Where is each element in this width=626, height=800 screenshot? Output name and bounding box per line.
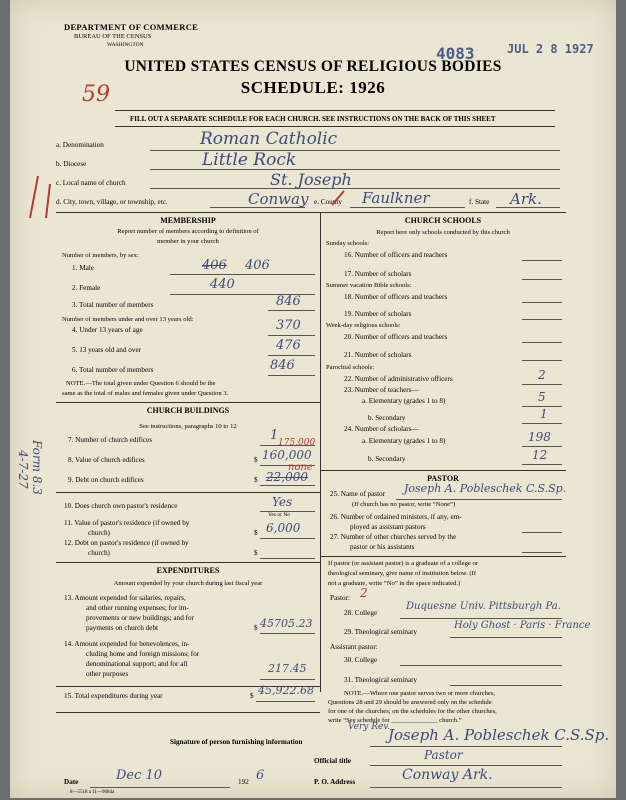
denomination-label: a. Denomination [56, 141, 104, 149]
pastor-note-4: write “See schedule for ______________ church.” [328, 717, 462, 724]
q13-line [260, 633, 315, 634]
q30-label: 30. College [344, 656, 378, 664]
church-name-label: c. Local name of church [56, 179, 126, 187]
membership-intro-2: member in your church [157, 238, 219, 245]
divider [56, 492, 320, 493]
dollar-sign: $ [254, 624, 258, 632]
parochial-schools-label: Parochial schools: [326, 364, 375, 371]
q13-line-1: 13. Amount expended for salaries, repairs, [64, 594, 186, 602]
signature-label: Signature of person furnishing information [170, 738, 303, 746]
q29-label: 29. Theological seminary [344, 628, 418, 636]
q9-line [260, 485, 315, 486]
q24a-label: a. Elementary (grades 1 to 8) [362, 437, 446, 445]
q24b-line [522, 464, 562, 465]
q13-line-4: payments on church debt [86, 624, 159, 632]
city-heading: WASHINGTON [107, 42, 144, 48]
pastor-note-3: for one of the churches; on the schedules for the other churches, [328, 708, 497, 715]
divider [320, 470, 566, 471]
divider [115, 110, 555, 111]
q17-label: 17. Number of scholars [344, 270, 412, 278]
membership-heading: MEMBERSHIP [160, 216, 216, 225]
signature-prefix: Very Rev. [348, 722, 391, 732]
q18-line [522, 302, 562, 303]
q26-line [522, 532, 562, 533]
q7-label: 7. Number of church edifices [68, 436, 153, 444]
schools-heading: CHURCH SCHOOLS [404, 216, 482, 225]
county-line [350, 207, 465, 208]
q8-label: 8. Value of church edifices [68, 456, 145, 464]
q15-line [256, 701, 315, 702]
by-sex-label: Number of members, by sex: [62, 252, 139, 259]
q23-label: 23. Number of teachers— [344, 386, 419, 394]
schedule-title: SCHEDULE: 1926 [240, 78, 386, 97]
q24-label: 24. Number of scholars— [344, 425, 419, 433]
q12-label-2: church) [88, 549, 110, 557]
year-prefix: 192 [238, 778, 249, 786]
membership-intro-1: Report number of members according to definition of [117, 228, 259, 235]
sunday-schools-label: Sunday schools: [326, 240, 370, 247]
q9-struck-value: 22,000 [266, 470, 308, 484]
q24a-line [522, 446, 562, 447]
signature-value: Joseph A. Pobleschek C.S.Sp. [388, 726, 610, 744]
q25-line [396, 499, 562, 500]
form-code: 8—5518 a 11—9084a [70, 790, 115, 795]
q8-alt-value: 175,000 [278, 438, 316, 448]
membership-note-2: same as the total of males and females given under Question 3. [62, 390, 229, 397]
column-divider [320, 212, 321, 692]
q24b-value: 12 [532, 448, 548, 462]
diocese-label: b. Diocese [56, 160, 87, 168]
assistant-sub-label: Assistant pastor: [330, 643, 378, 651]
q27-line-2: pastor or his assistants [350, 543, 415, 551]
q23a-label: a. Elementary (grades 1 to 8) [362, 397, 446, 405]
table-top-border [56, 212, 566, 213]
q21-label: 21. Number of scholars [344, 351, 412, 359]
q2-female-label: 2. Female [72, 284, 101, 292]
q29-value: Holy Ghost · Paris · France [454, 620, 591, 631]
po-address-value: Conway Ark. [402, 767, 493, 783]
q22-label: 22. Number of administrative officers [344, 375, 453, 383]
q5-over13-label: 5. 13 years old and over [72, 346, 142, 354]
dollar-sign: $ [254, 456, 258, 464]
q4-under13-value: 370 [276, 318, 301, 333]
bureau-heading: BUREAU OF THE CENSUS [74, 33, 152, 40]
city-value: Conway [248, 190, 309, 208]
q15-label: 15. Total expenditures during year [64, 692, 163, 700]
q24a-value: 198 [528, 430, 551, 444]
q14-line-2: cluding home and foreign missions; for [86, 650, 200, 658]
receipt-stamp-date: JUL 2 8 1927 [507, 42, 594, 56]
table-bottom-border [56, 712, 320, 713]
official-title-label: Official title [314, 757, 351, 765]
q14-line-1: 14. Amount expended for benevolences, in- [64, 640, 190, 648]
church-name-value: St. Joseph [270, 170, 352, 189]
q10-hint: Yes or No [268, 512, 291, 518]
q16-label: 16. Number of officers and teachers [344, 251, 448, 259]
year-value: 6 [256, 768, 265, 783]
q9-label: 9. Debt on church edifices [68, 476, 144, 484]
divider [115, 126, 555, 127]
q1-male-value: 406 [245, 258, 270, 273]
pastor-note-2: Questions 28 and 29 should be answered only on the schedule [328, 699, 492, 706]
date-value: Dec 10 [116, 768, 163, 783]
q30-line [400, 665, 562, 666]
date-label: Date [64, 778, 79, 786]
po-address-line [370, 787, 562, 788]
q15-value: 45,922.68 [258, 684, 314, 697]
divider [56, 402, 320, 403]
q12-line [260, 558, 315, 559]
margin-note-2: 4-7-27 [16, 450, 30, 489]
receipt-stamp-number: 4083 [436, 44, 475, 63]
age-label: Number of members under and over 13 years old: [62, 316, 194, 323]
q13-line-3: provements or new buildings; and for [86, 614, 194, 622]
q23b-line [522, 423, 562, 424]
red-check-mark [20, 170, 60, 225]
denomination-value: Roman Catholic [200, 129, 338, 149]
q8-value: 160,000 [262, 448, 312, 462]
q2-female-value: 440 [210, 277, 235, 292]
q3-total-value: 846 [276, 294, 301, 309]
q11-label-2: church) [88, 529, 110, 537]
q31-line [450, 685, 562, 686]
q27-line-1: 27. Number of other churches served by the [330, 533, 457, 541]
diocese-value: Little Rock [202, 150, 297, 170]
dollar-sign: $ [254, 549, 258, 557]
department-heading: DEPARTMENT OF COMMERCE [64, 22, 199, 32]
q1-male-label: 1. Male [72, 264, 94, 272]
q25-value: Joseph A. Pobleschek C.S.Sp. [404, 482, 567, 495]
q18-label: 18. Number of officers and teachers [344, 293, 448, 301]
q29-line [450, 637, 562, 638]
city-label: d. City, town, village, or township, etc. [56, 198, 168, 206]
q4-under13-label: 4. Under 13 years of age [72, 326, 143, 334]
q16-line [522, 260, 562, 261]
date-line [90, 787, 230, 788]
graduate-note-1: If pastor (or assistant pastor) is a graduate of a college or [328, 560, 478, 567]
q28-label: 28. College [344, 609, 378, 617]
q17-line [522, 279, 562, 280]
margin-note-1: Form 8.3 [30, 440, 44, 495]
divider [56, 562, 320, 563]
q6-line [268, 375, 315, 376]
form-title: UNITED STATES CENSUS OF RELIGIOUS BODIES [124, 58, 502, 75]
graduate-note-2: theological seminary, give name of institution below. (If [328, 570, 477, 577]
q10-label: 10. Does church own pastor's residence [64, 502, 178, 510]
q25-hint: (If church has no pastor, write “None”) [352, 501, 456, 508]
q1-struck-value: 406 [202, 258, 227, 273]
q28-line [400, 618, 562, 619]
q7-value: 1 [270, 428, 279, 443]
expenditures-intro: Amount expended by your church during last fiscal year [113, 580, 263, 587]
q19-label: 19. Number of scholars [344, 310, 412, 318]
q13-value: 45705.23 [260, 617, 313, 630]
membership-note-1: NOTE.—The total given under Question 6 should be the [66, 380, 216, 387]
q9-value: none [288, 462, 313, 473]
q13-line-2: and other running expenses; for im- [86, 604, 189, 612]
q3-total-label: 3. Total number of members [72, 301, 154, 309]
q5-line [268, 355, 315, 356]
q11-line [260, 538, 315, 539]
q14-value: 217.45 [268, 662, 307, 675]
q23b-value: 1 [540, 407, 548, 421]
q14-line-4: other purposes [86, 670, 129, 678]
pastor-mark: 2 [360, 586, 368, 600]
q27-line [522, 552, 562, 553]
signature-line [370, 746, 562, 747]
q23b-label: b. Secondary [368, 414, 406, 422]
q26-line-1: 26. Number of ordained ministers, if any, em- [330, 513, 462, 521]
q19-line [522, 319, 562, 320]
instructions-line: FILL OUT A SEPARATE SCHEDULE FOR EACH CHURCH. SEE INSTRUCTIONS ON THE BACK OF THIS SHEET [130, 115, 496, 123]
q31-label: 31. Theological seminary [344, 676, 418, 684]
dollar-sign: $ [254, 476, 258, 484]
q24b-label: b. Secondary [368, 455, 406, 463]
pastor-heading: PASTOR [427, 474, 459, 483]
q28-value: Duquesne Univ. Pittsburgh Pa. [406, 601, 561, 612]
q12-label-1: 12. Debt on pastor's residence (if owned by [64, 539, 189, 547]
q26-line-2: ployed as assistant pastors [350, 523, 426, 531]
q20-line [522, 342, 562, 343]
state-value: Ark. [510, 190, 542, 208]
q21-line [522, 360, 562, 361]
divider [320, 556, 566, 557]
county-value: Faulkner [362, 189, 430, 207]
expenditures-heading: EXPENDITURES [156, 566, 220, 575]
dollar-sign: $ [250, 692, 254, 700]
q20-label: 20. Number of officers and teachers [344, 333, 448, 341]
red-check-mark [330, 185, 360, 210]
q14-line [260, 679, 315, 680]
q14-line-3: denominational support; and for all [86, 660, 188, 668]
buildings-instructions: See instructions, paragraphs 10 to 12 [139, 423, 237, 430]
q3-line [268, 310, 315, 311]
handwritten-number: 59 [82, 82, 110, 107]
q11-value: 6,000 [266, 521, 301, 535]
pastor-sub-label: Pastor: [330, 594, 350, 602]
official-title-line [370, 765, 562, 766]
schools-intro: Report here only schools conducted by this church [376, 229, 510, 236]
county-label: e. County [314, 198, 342, 206]
q11-label-1: 11. Value of pastor's residence (if owned by [64, 519, 190, 527]
q1-line [170, 274, 315, 275]
dollar-sign: $ [254, 529, 258, 537]
q10-value: Yes [272, 495, 293, 509]
q25-label: 25. Name of pastor [330, 490, 386, 498]
q22-line [522, 384, 562, 385]
q22-value: 2 [538, 368, 546, 382]
weekday-schools-label: Week-day religious schools: [326, 322, 401, 329]
pastor-note-1: NOTE.—Where one pastor serves two or more churches, [344, 690, 496, 697]
official-title-value: Pastor [424, 748, 463, 762]
census-form-page [10, 0, 616, 798]
q23a-value: 5 [538, 390, 546, 404]
q6-total-label: 6. Total number of members [72, 366, 154, 374]
summer-schools-label: Summer vacation Bible schools: [326, 282, 412, 289]
graduate-note-3: not a graduate, write “No” in the space indicated.) [328, 580, 461, 587]
po-address-label: P. O. Address [314, 778, 356, 786]
q6-total-value: 846 [270, 358, 295, 373]
q5-over13-value: 476 [276, 338, 301, 353]
state-label: f. State [469, 198, 490, 206]
q4-line [268, 335, 315, 336]
buildings-heading: CHURCH BUILDINGS [146, 406, 230, 415]
